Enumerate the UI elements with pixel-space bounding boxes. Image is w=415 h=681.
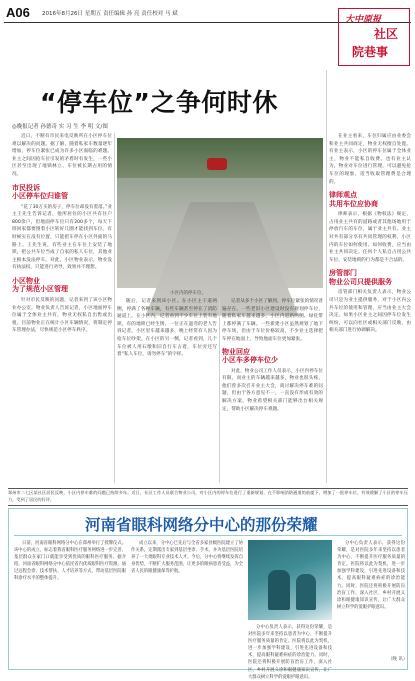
feature-column-3b (248, 624, 332, 680)
feature-signature: （晚 讯） (388, 657, 408, 662)
subheading: 律师观点 共用车位应协商 (329, 191, 378, 208)
section-name-lane: 院巷事 (352, 45, 389, 59)
article-column-1 (12, 133, 112, 483)
paragraph: “花了30万买的房子，停车位却没有着落。”业主王先生告诉记者，他所居住的小区共有住户800余户，但地面停车位只有200多个，每天下班回家都要围着小区转好几圈才能找到车位。有时候实在没有位置，只能把车停在小区外面的马路上。王先生说，有些业主在车位上安装了地锁，把公共车位当成了自家的私人车位，其他业主根本没法停车。对此，小区物业表示，物业没有执法权，只能进行劝导，效果并不理想。 (12, 204, 112, 271)
paragraph: 近日，不断有市民来电反映所在小区停车位难以解决的问题。据了解，随着私家车数量逐年增加，停车位紧张已成为许多小区面临的难题。业主之间因抢车位引发的矛盾时有发生，一些小区甚至出现了地锁林立、车位被长期占用的情况。 (12, 134, 112, 177)
feature-column-2 (131, 540, 243, 664)
photo-figure (268, 570, 290, 610)
article-headline: “停车位”之争何时休 (40, 88, 278, 117)
paragraph: 日前，河南省眼科网络分中心在郑州举行了授牌仪式。该中心的成立，标志着我省眼科医疗服务网络进一步完善，基层群众在家门口就能享受到优质的眼科医疗服务。据介绍，河南省眼科网络分中心依托省内优质眼科医疗资源，通过远程会诊、技术帮扶、人才培养等方式，带动基层医院眼科诊疗水平的整体提升。 (14, 541, 126, 582)
column-divider (219, 298, 220, 483)
subheading: 小区物业 为了规范小区管理 (12, 276, 68, 294)
feature-column-1 (14, 540, 126, 664)
paragraph: 对此，物业公司工作人员表示，小区内停车位有限，而业主的车辆越来越多，物业也很头疼。他们曾多次召开业主大会，商讨解决停车难的问题，但由于各方意见不一，一直没有形成有效的解决方案。物业希望相关部门能够出台相关规定，帮助小区解决停车难题。 (222, 368, 323, 412)
article-photo (117, 138, 323, 288)
subheading: 房管部门 物业公司只提供服务 (329, 269, 392, 286)
feature-photo (248, 540, 332, 620)
article-column-2 (117, 298, 217, 483)
subheading: 物业回应 小区车多停车位少 (222, 347, 278, 365)
feature-column-3 (337, 540, 405, 654)
paragraph: 随后，记者来到该小区。在小区主干道两侧，停满了各种车辆，有些车辆甚至停在了消防通道上。在小区内，记者看到不少车位上装有地锁，有的地锁已经生锈。一位正在遛弯的老人告诉记者，小区里车越来越多，晚上经常有人因为抢车位吵架。在小区的另一侧，记者看到，几个车位被人用石墩和旧自行车占着，车位旁还写着“私人车位，请勿停车”的字样。 (117, 299, 217, 358)
column-divider (326, 70, 327, 483)
paragraph: 分中心负责人表示，获得这份荣耀，是对医院多年来坚持以患者为中心、不断提升医疗服务质量的肯定。医院将以此为契机，进一步加强学科建设，引进先进设备和技术，提高眼科疑难病症的诊治能力。同时，医院还将积极开展防盲治盲工作，深入社区、乡村开展义诊和眼健康知识宣传，让广大群众树立科学的爱眼护眼意识。 (248, 625, 332, 680)
paragraph: 律师表示，根据《物权法》规定，占用业主共有的道路或者其他场地用于停放汽车的车位，属于业主共有。业主对共有部分享有共同管理的权利，小区内的车位如何使用、如何收费，应当由业主共同决定。任何个人私自占用公共车位、安装地锁的行为都是不合法的。 (329, 212, 411, 263)
section-logo-title: 大中原报 (345, 15, 382, 25)
column-divider (114, 133, 115, 483)
paragraph: 在业主看来，车位归属应由业委会和业主共同商定，物业无权擅自处置。有业主表示，小区的停车位属于全体业主，物业不能私自收费。也有业主认为，物业对车位进行管理，可以避免抢车位的现象，适当收取管理费是合理的。 (329, 134, 411, 185)
header-meta: 2016年8月26日 星期五 责任编辑 孙 亮 责任校对 马 斌 (42, 11, 178, 17)
paragraph: 分中心负责人表示，获得这份荣耀，是对医院多年来坚持以患者为中心、不断提升医疗服务质量的肯定。医院将以此为契机，进一步加强学科建设，引进先进设备和技术，提高眼科疑难病症的诊治能力。同时，医院还将积极开展防盲治盲工作，深入社区、乡村开展义诊和眼健康知识宣传，让广大群众树立科学的爱眼护眼意识。 (337, 541, 405, 610)
news-brief-band: 郑州市二七区某社区居民反映，小区内停车难的问题已持续多年。近日，社区工作人员联合物业公司，对小区内的停车位进行了重新规划，在不影响消防通道的前提下，增加了一批停车位，有效缓解了小区的停车压力，受到了居民的好评。 (8, 488, 408, 506)
photo-car (207, 158, 227, 170)
feature-title-rule (14, 535, 402, 536)
page-number: A06 (6, 5, 30, 20)
article-column-3 (222, 298, 323, 483)
paragraph: 成立以来，分中心已先后与全省多家县级医院建立了协作关系，定期派出专家到基层坐诊、手术，并为基层医院培养了一大批眼科专业技术人才。今后，分中心将继续发挥自身优势，不断扩大服务范围，让更多的眼病患者受益，为全省人民的眼健康保驾护航。 (131, 541, 243, 575)
article-column-4 (329, 133, 411, 483)
photo-caption: 小区内的停车位。 (170, 291, 206, 296)
photo-figure (296, 574, 316, 610)
article-byline: ◎晚报记者 孙德奇 实 习 生 李 明 文/图 (12, 124, 108, 130)
section-name-community: 社区 (374, 27, 399, 41)
paragraph: 针对市民反映的问题，记者来到了该小区物业办公室。物业负责人告诉记者，小区地面停车位属于全体业主共有，物业无权私自出售或出租。目前物业正在统计小区车辆情况，将制定停车管理办法，尽快规范小区停车秩序。 (12, 297, 112, 334)
paragraph: 记者从多个小区了解到，停车位紧张的情况普遍存在。一些老旧小区建设时没有规划停车位，随着私家车越来越多，小区内道路两侧、绿化带上都停满了车辆。一些新建小区虽然规划了地下停车场，但由于车位价格较高，不少业主选择把车停在地面上，导致地面车位更加紧张。 (222, 299, 323, 342)
paragraph: 房管部门相关负责人表示，物业公司只是为业主提供服务，对于小区内公共车位的使用和管理，应当由业主大会决定。如果小区业主之间因停车位发生纠纷，可以向社区或相关部门反映，由相关部门进行协调解决。 (329, 290, 411, 334)
subheading: 市民投诉 小区停车位归谁管 (12, 183, 68, 201)
feature-title: 河南省眼科网络分中心的那份荣耀 (85, 516, 318, 534)
